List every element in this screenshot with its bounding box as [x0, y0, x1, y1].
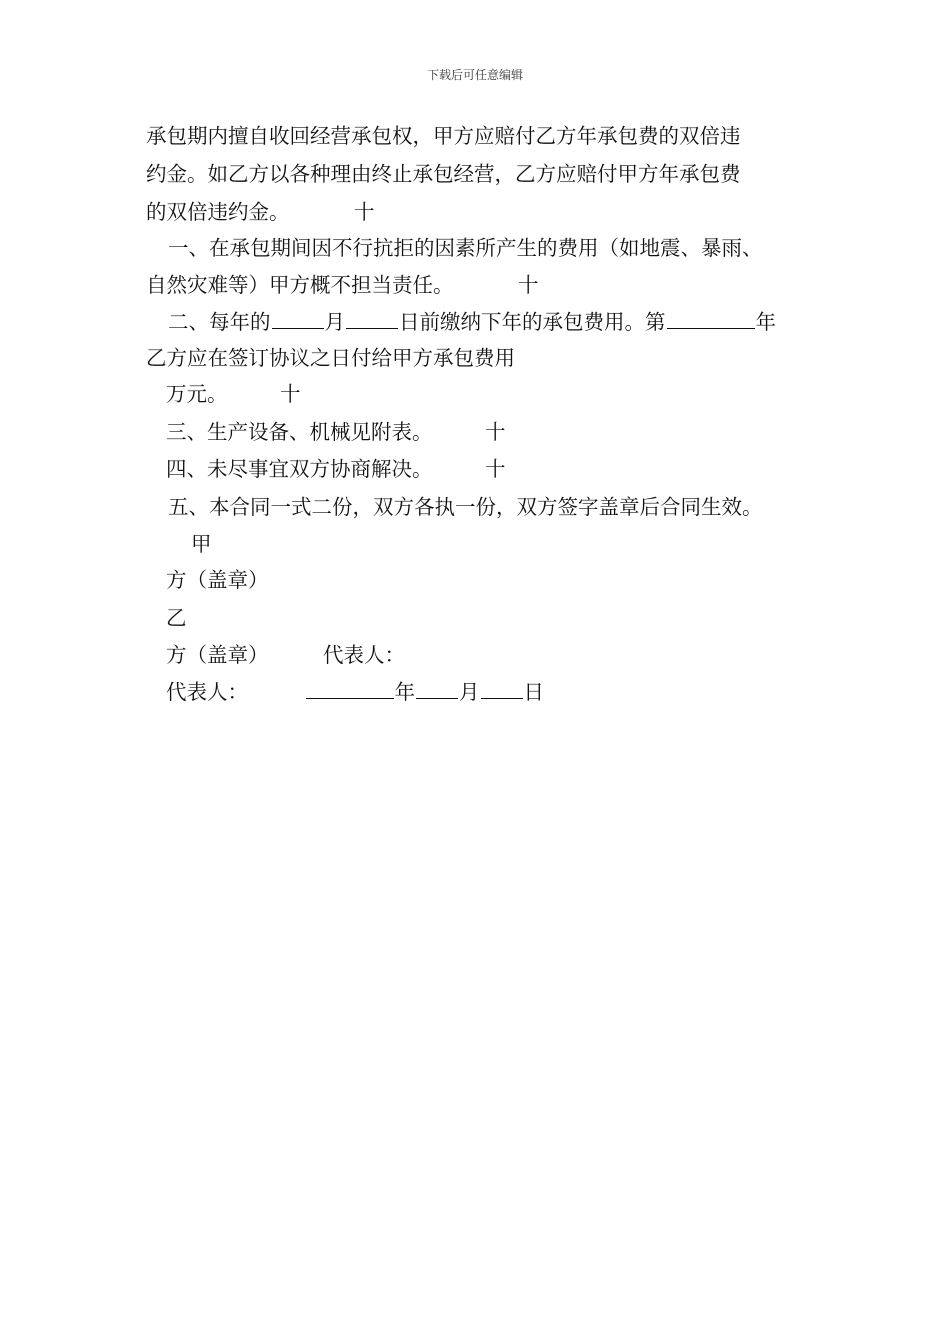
- paragraph-line: 约金。如乙方以各种理由终止承包经营，乙方应赔付甲方年承包费: [146, 162, 741, 186]
- paragraph-text: 三、生产设备、机械见附表。: [166, 420, 433, 444]
- page-header: 下载后可任意编辑: [426, 68, 523, 82]
- blank-field-year[interactable]: [667, 308, 755, 329]
- representative-date-row: [166, 678, 544, 706]
- blank-field-sign-month[interactable]: [416, 678, 458, 699]
- paragraph-text: 日前缴纳下年的承包费用。第: [399, 310, 666, 334]
- party-a-label: 甲: [191, 532, 212, 556]
- paragraph-line: [146, 271, 539, 299]
- paragraph-text: 万元。: [166, 382, 228, 406]
- blank-field-sign-day[interactable]: [481, 678, 523, 699]
- cross-mark: 十: [354, 200, 375, 224]
- cross-mark: 十: [485, 457, 506, 481]
- paragraph-line: [166, 380, 301, 408]
- paragraph-line: [146, 198, 375, 226]
- party-b-label: 乙: [166, 606, 187, 630]
- blank-field-month[interactable]: [272, 308, 324, 329]
- paragraph-line: 五、本合同一式二份，双方各执一份，双方签字盖章后合同生效。: [168, 495, 763, 519]
- blank-field-day[interactable]: [346, 308, 398, 329]
- paragraph-line: [166, 418, 506, 446]
- representative-label-a: 代表人：: [166, 680, 248, 704]
- party-a-seal-label: 方（盖章）: [166, 568, 269, 592]
- paragraph-line: 乙方应在签订协议之日付给甲方承包费用: [146, 346, 515, 370]
- paragraph-line: 一、在承包期间因不行抗拒的因素所产生的费用（如地震、暴雨、: [168, 236, 763, 260]
- paragraph-text: 四、未尽事宜双方协商解决。: [166, 457, 433, 481]
- cross-mark: 十: [485, 420, 506, 444]
- paragraph-text: 的双倍违约金。: [146, 200, 290, 224]
- paragraph-text: 年: [755, 310, 776, 334]
- cross-mark: 十: [280, 382, 301, 406]
- representative-label-b: 代表人：: [323, 643, 406, 667]
- paragraph-line: 承包期内擅自收回经营承包权，甲方应赔付乙方年承包费的双倍违: [146, 124, 741, 148]
- date-year-label: 年: [394, 680, 416, 704]
- paragraph-text: 月: [324, 310, 345, 334]
- paragraph-line: [166, 455, 506, 483]
- date-day-label: 日: [523, 680, 545, 704]
- paragraph-line: [168, 308, 776, 336]
- paragraph-text: 二、每年的: [168, 310, 271, 334]
- party-b-seal-label: 方（盖章）: [166, 643, 269, 667]
- cross-mark: 十: [518, 273, 539, 297]
- blank-field-sign-year[interactable]: [306, 678, 394, 699]
- paragraph-text: 自然灾难等）甲方概不担当责任。: [146, 273, 454, 297]
- party-b-seal-row: [166, 641, 405, 669]
- date-month-label: 月: [459, 680, 480, 704]
